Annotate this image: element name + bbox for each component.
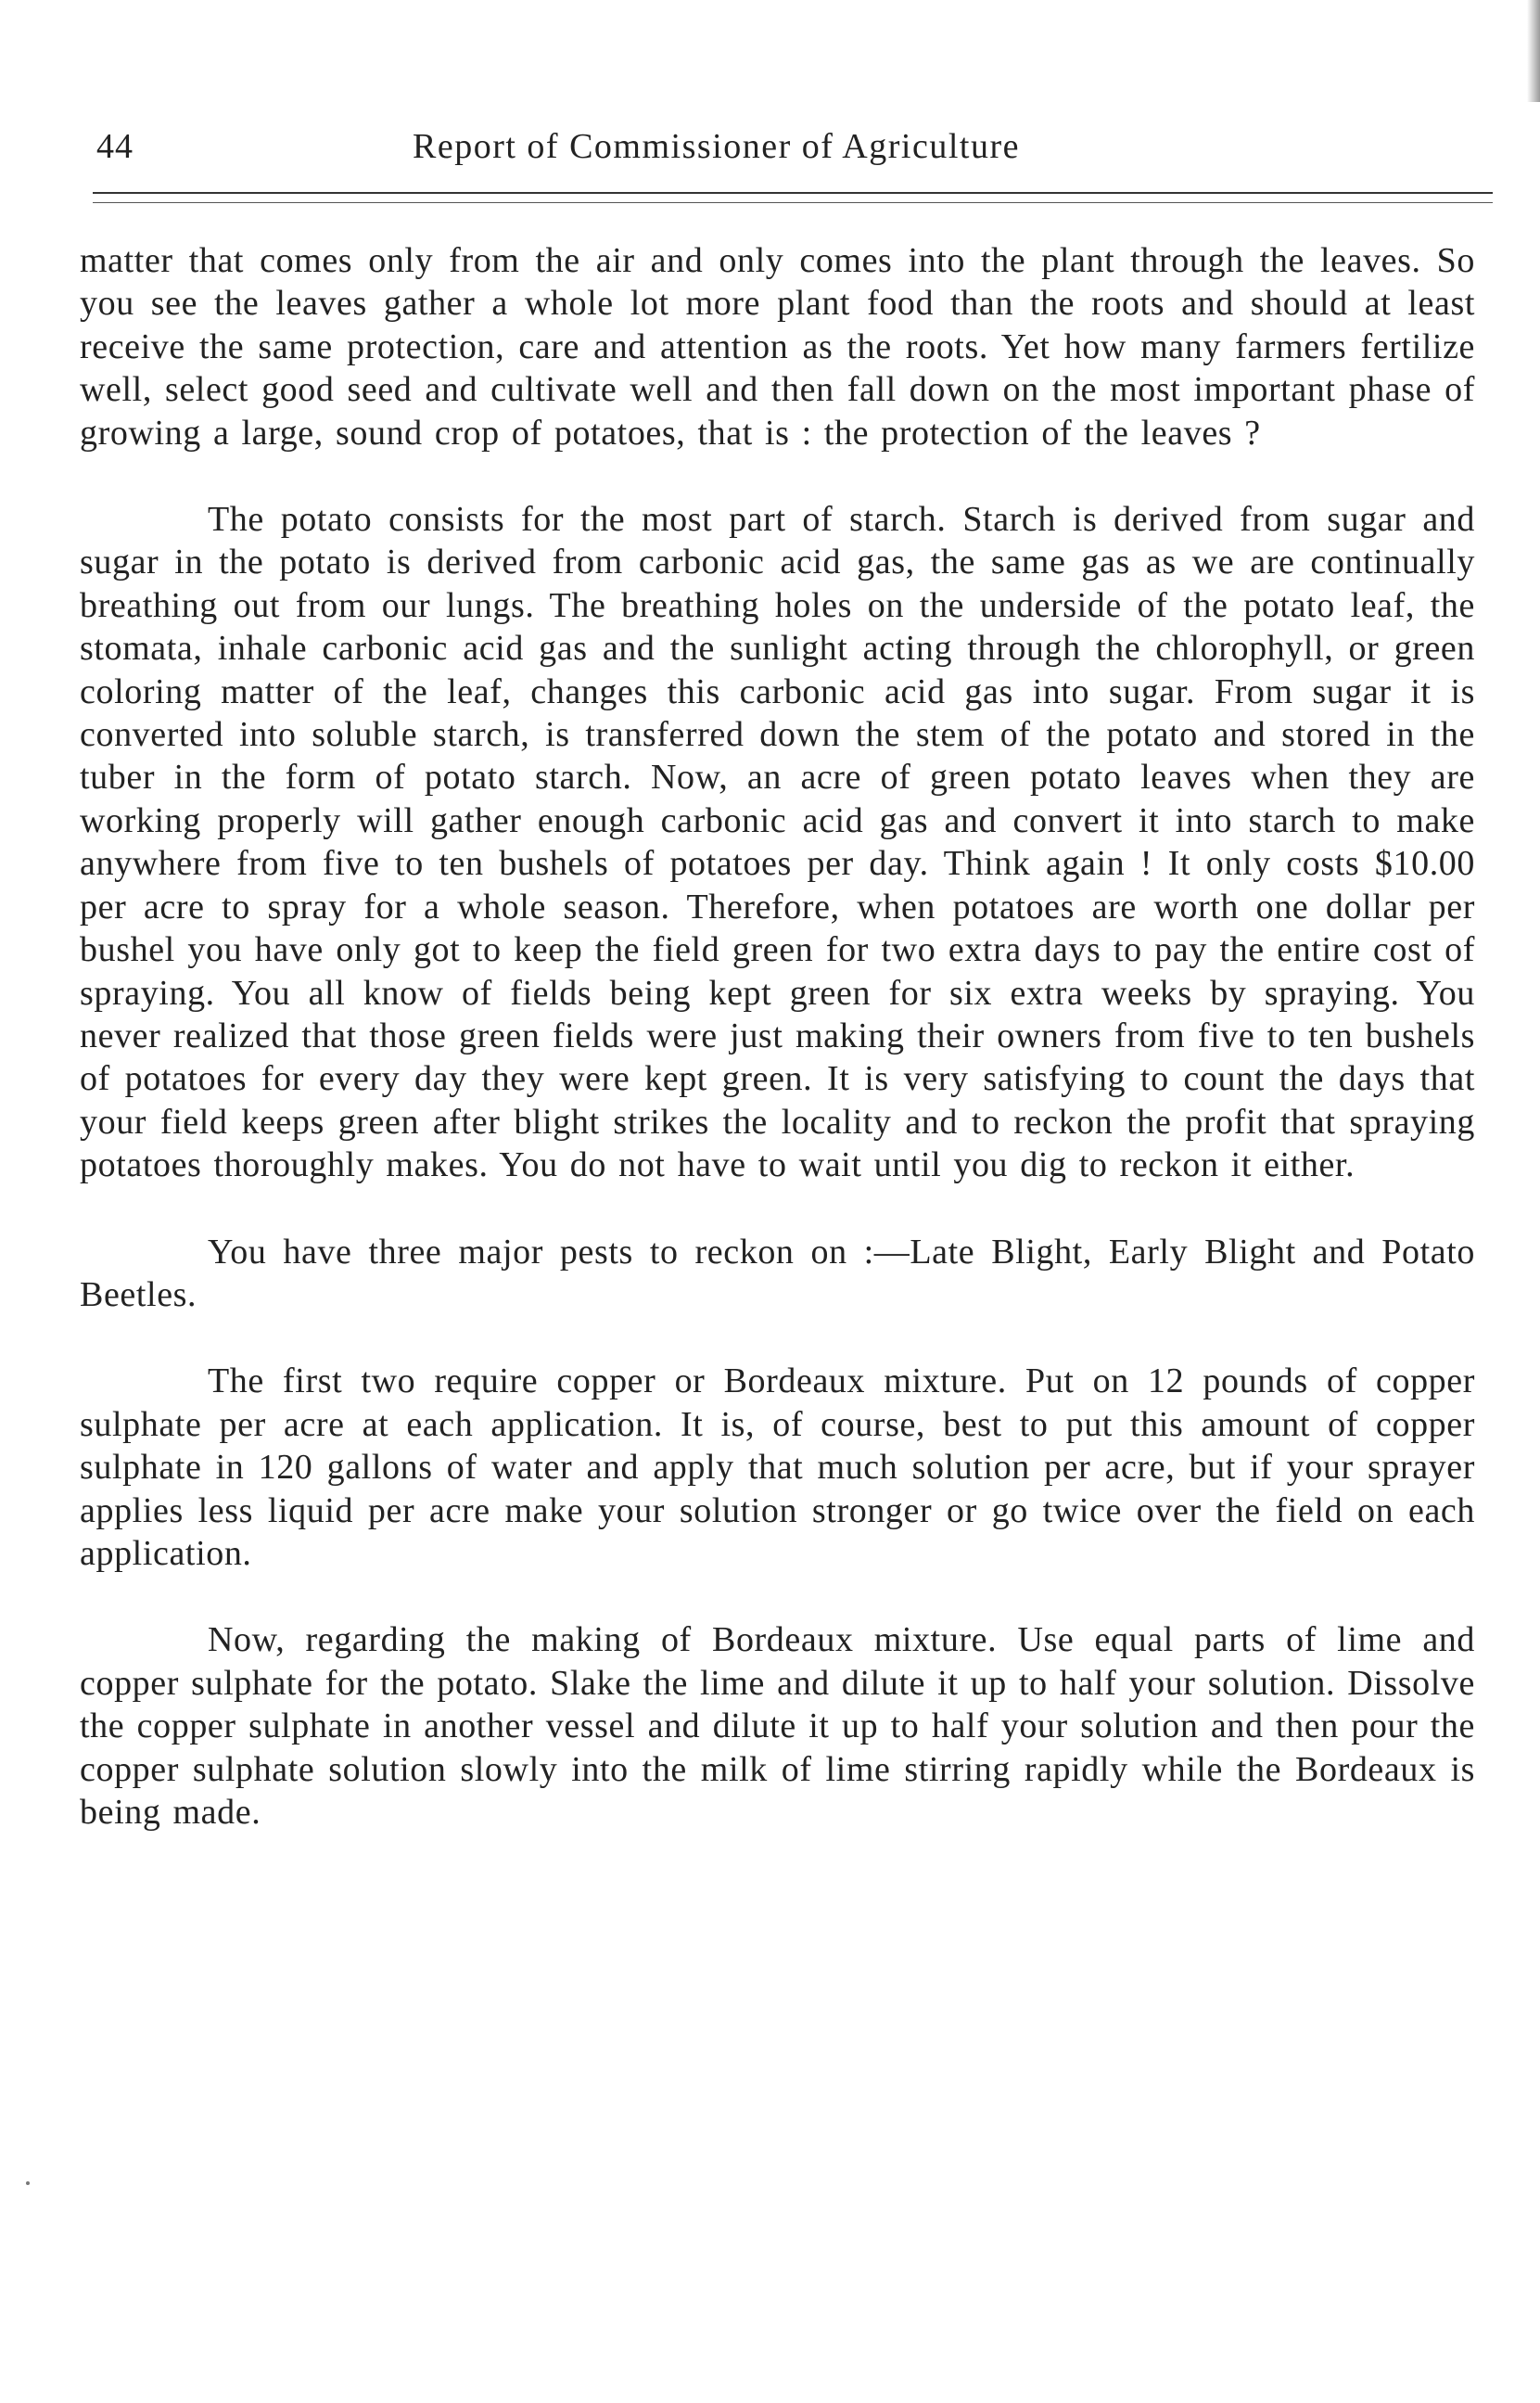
running-header: [93, 126, 1493, 173]
paragraph-continued: matter that comes only from the air and only comes into the plant through the leaves. So you see the leaves gather a whole lot more plant food than the roots and should at least receive the same protection, care and attention as the roots. Yet how many farmers fertilize well, select good seed and cultivate well and then fall down on the most important phase of growing a large, sound crop of potatoes, that is : the protection of the leaves ?: [80, 241, 1475, 453]
paragraph-bordeaux-mixture: Now, regarding the making of Bordeaux mixture. Use equal parts of lime and copper sulphate for the potato. Slake the lime and dilute it up to half your solution. Dissolve the copper sulphate in another vessel and dilute it up to half your solution and then pour the copper sulphate solution slowly into the milk of lime stirring rapidly while the Bordeaux is being made.: [80, 1620, 1475, 1832]
paragraph-potato-starch: The potato consists for the most part of starch. Starch is derived from sugar and sugar in the potato is derived from carbonic acid gas, the same gas as we are continually breathing out from our lungs. The breathing holes on the underside of the potato leaf, the stomata, inhale carbonic acid gas and the sunlight acting through the chlorophyll, or green coloring matter of the leaf, changes this carbonic acid gas into sugar. From sugar it is converted into soluble starch, is transferred down the stem of the potato and stored in the tuber in the form of potato starch. Now, an acre of green potato leaves when they are working properly will gather enough carbonic acid gas and convert it into starch to make anywhere from five to ten bushels of potatoes per day. Think again ! It only costs $10.00 per acre to spray for a whole season. Therefore, when potatoes are worth one dollar per bushel you have only got to keep the field green for two extra days to pay the entire cost of spraying. You all know of fields being kept green for six extra weeks by spraying. You never realized that those green fields were just making their owners from five to ten bushels of potatoes for every day they were kept green. It is very satisfying to count the days that your field keeps green after blight strikes the locality and to reckon the profit that spraying potatoes thoroughly makes. You do not have to wait until you dig to reckon it either.: [80, 500, 1475, 1185]
page-edge-shadow: [1527, 0, 1540, 102]
paragraph-major-pests: You have three major pests to reckon on :—Late Blight, Early Blight and Potato Beetles.: [80, 1232, 1475, 1314]
page-number: 44: [96, 127, 134, 166]
header-rule: [93, 192, 1493, 203]
paragraph-copper-sulphate: The first two require copper or Bordeaux mixture. Put on 12 pounds of copper sulphate per acre at each application. It is, of course, best to put this amount of copper sulphate in 120 gallons of water and apply that much solution per acre, but if your sprayer applies less liquid per acre make your solution stronger or go twice over the field on each application.: [80, 1361, 1475, 1573]
running-title: Report of Commissioner of Agriculture: [413, 127, 1020, 166]
body-text: [80, 239, 1475, 1834]
stray-ink-mark: [26, 2181, 30, 2185]
